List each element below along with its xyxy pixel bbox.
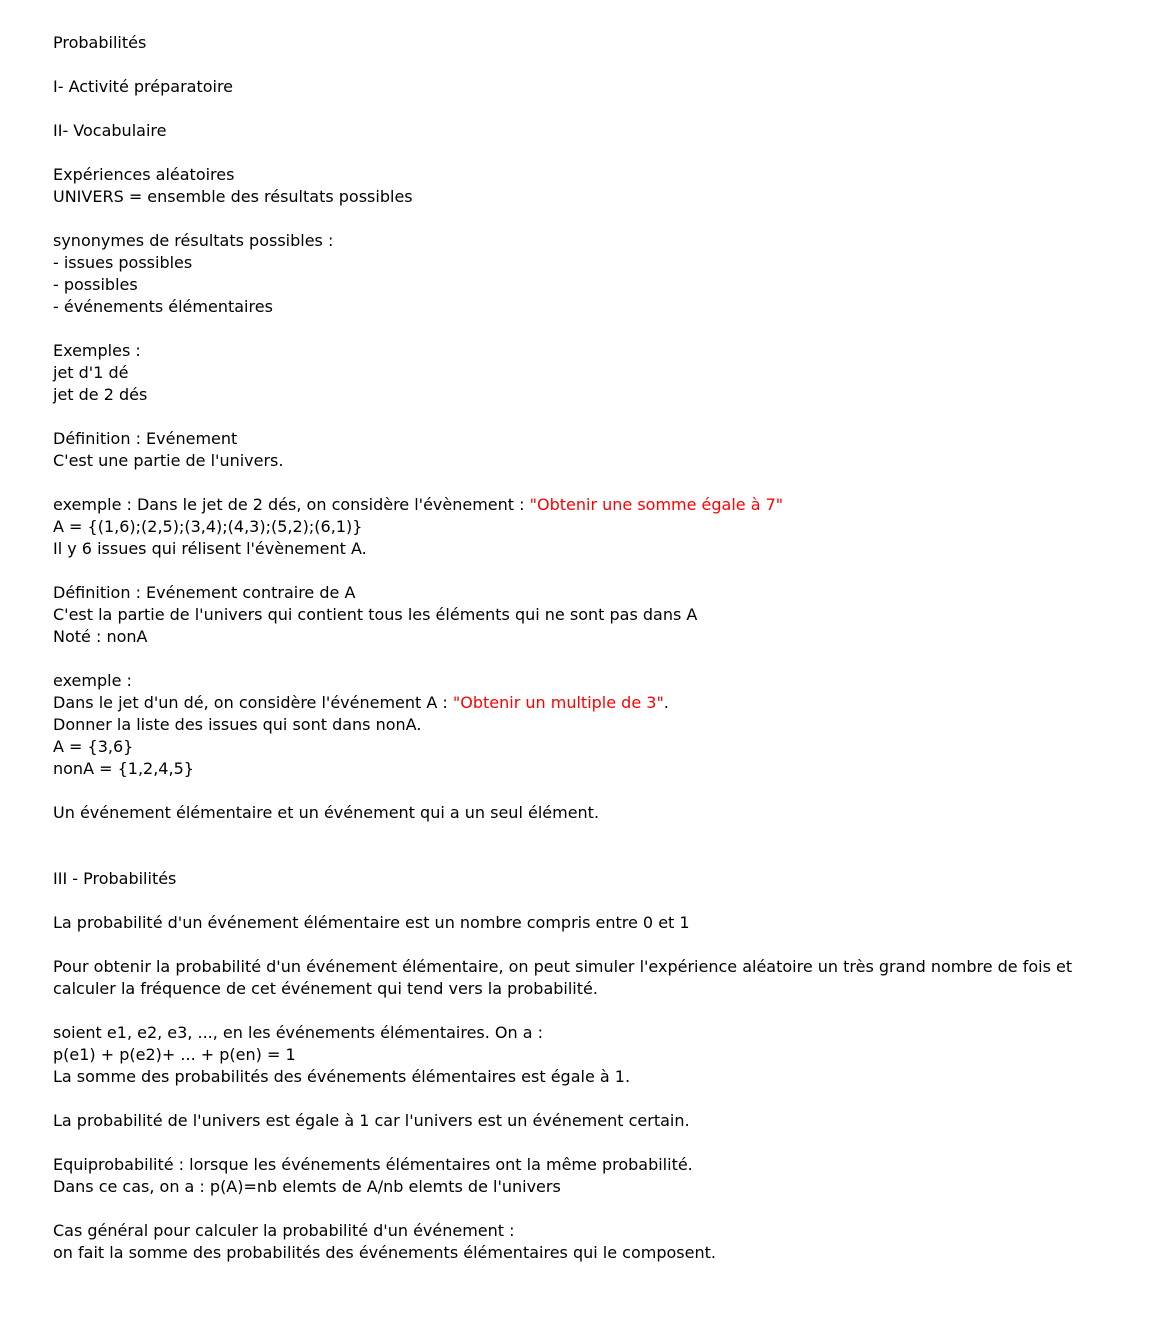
text-segment: Pour obtenir la probabilité d'un événement élémentaire, on peut simuler l'expérience aléatoire un très grand nombre de fois et [53, 957, 1073, 976]
text-segment: La somme des probabilités des événements élémentaires est égale à 1. [53, 1067, 631, 1086]
text-line [53, 450, 1123, 472]
text-segment: jet d'1 dé [53, 363, 129, 382]
text-segment: Cas général pour calculer la probabilité d'un événement : [53, 1221, 515, 1240]
text-line [53, 1242, 1123, 1264]
text-segment: C'est la partie de l'univers qui contient tous les éléments qui ne sont pas dans A [53, 605, 698, 624]
text-line [53, 384, 1123, 406]
text-segment: jet de 2 dés [53, 385, 148, 404]
text-line [53, 692, 1123, 714]
text-segment: - événements élémentaires [53, 297, 273, 316]
text-line [53, 76, 1123, 98]
blank-line [53, 560, 1123, 582]
blank-line [53, 472, 1123, 494]
text-line [53, 604, 1123, 626]
blank-line [53, 208, 1123, 230]
text-segment: II- Vocabulaire [53, 121, 167, 140]
text-segment: I- Activité préparatoire [53, 77, 234, 96]
blank-line [53, 1000, 1123, 1022]
text-line [53, 758, 1123, 780]
text-line [53, 802, 1123, 824]
blank-line [53, 934, 1123, 956]
text-segment: III - Probabilités [53, 869, 177, 888]
text-line [53, 186, 1123, 208]
text-segment: calculer la fréquence de cet événement qui tend vers la probabilité. [53, 979, 598, 998]
text-segment: Probabilités [53, 33, 147, 52]
text-segment: Dans le jet d'un dé, on considère l'événement A : [53, 693, 453, 712]
text-line [53, 1066, 1123, 1088]
text-segment: C'est une partie de l'univers. [53, 451, 284, 470]
text-line [53, 32, 1123, 54]
text-segment: Donner la liste des issues qui sont dans nonA. [53, 715, 422, 734]
text-segment: Il y 6 issues qui rélisent l'évènement A. [53, 539, 367, 558]
text-segment: Exemples : [53, 341, 141, 360]
text-segment: Définition : Evénement contraire de A [53, 583, 356, 602]
blank-line [53, 846, 1123, 868]
text-line [53, 362, 1123, 384]
text-line [53, 978, 1123, 1000]
blank-line [53, 142, 1123, 164]
text-segment: Expériences aléatoires [53, 165, 235, 184]
text-segment: Dans ce cas, on a : p(A)=nb elemts de A/nb elemts de l'univers [53, 1177, 561, 1196]
text-segment: La probabilité de l'univers est égale à 1 car l'univers est un événement certain. [53, 1111, 690, 1130]
blank-line [53, 780, 1123, 802]
text-line [53, 1022, 1123, 1044]
text-line [53, 714, 1123, 736]
blank-line [53, 318, 1123, 340]
document-body [53, 32, 1123, 1264]
text-line [53, 1220, 1123, 1242]
text-line [53, 252, 1123, 274]
blank-line [53, 98, 1123, 120]
text-segment: p(e1) + p(e2)+ ... + p(en) = 1 [53, 1045, 296, 1064]
text-line [53, 912, 1123, 934]
text-line [53, 120, 1123, 142]
text-line [53, 956, 1123, 978]
text-segment: . [663, 693, 669, 712]
text-line [53, 516, 1123, 538]
text-segment: soient e1, e2, e3, ..., en les événements élémentaires. On a : [53, 1023, 544, 1042]
text-segment: - issues possibles [53, 253, 193, 272]
text-line [53, 582, 1123, 604]
text-line [53, 1154, 1123, 1176]
blank-line [53, 648, 1123, 670]
text-segment: synonymes de résultats possibles : [53, 231, 334, 250]
text-segment: Noté : nonA [53, 627, 148, 646]
text-segment: nonA = {1,2,4,5} [53, 759, 194, 778]
text-line [53, 1044, 1123, 1066]
text-line [53, 230, 1123, 252]
text-line [53, 340, 1123, 362]
text-segment: Equiprobabilité : lorsque les événements élémentaires ont la même probabilité. [53, 1155, 693, 1174]
text-segment: exemple : Dans le jet de 2 dés, on considère l'évènement : [53, 495, 530, 514]
blank-line [53, 1198, 1123, 1220]
text-line [53, 868, 1123, 890]
text-line [53, 494, 1123, 516]
text-line [53, 1176, 1123, 1198]
text-segment: - possibles [53, 275, 138, 294]
text-segment: Définition : Evénement [53, 429, 238, 448]
text-line [53, 1110, 1123, 1132]
blank-line [53, 1088, 1123, 1110]
text-segment: A = {(1,6);(2,5);(3,4);(4,3);(5,2);(6,1)} [53, 517, 363, 536]
highlighted-quote: "Obtenir un multiple de 3" [452, 693, 664, 712]
blank-line [53, 54, 1123, 76]
blank-line [53, 824, 1123, 846]
text-segment: A = {3,6} [53, 737, 134, 756]
text-line [53, 296, 1123, 318]
text-line [53, 164, 1123, 186]
blank-line [53, 1132, 1123, 1154]
text-segment: Un événement élémentaire et un événement qui a un seul élément. [53, 803, 600, 822]
text-line [53, 274, 1123, 296]
text-segment: La probabilité d'un événement élémentaire est un nombre compris entre 0 et 1 [53, 913, 690, 932]
blank-line [53, 406, 1123, 428]
text-line [53, 736, 1123, 758]
text-segment: UNIVERS = ensemble des résultats possibles [53, 187, 413, 206]
text-line [53, 626, 1123, 648]
highlighted-quote: "Obtenir une somme égale à 7" [529, 495, 784, 514]
text-line [53, 670, 1123, 692]
text-line [53, 428, 1123, 450]
text-line [53, 538, 1123, 560]
text-segment: exemple : [53, 671, 132, 690]
blank-line [53, 890, 1123, 912]
text-segment: on fait la somme des probabilités des événements élémentaires qui le composent. [53, 1243, 716, 1262]
